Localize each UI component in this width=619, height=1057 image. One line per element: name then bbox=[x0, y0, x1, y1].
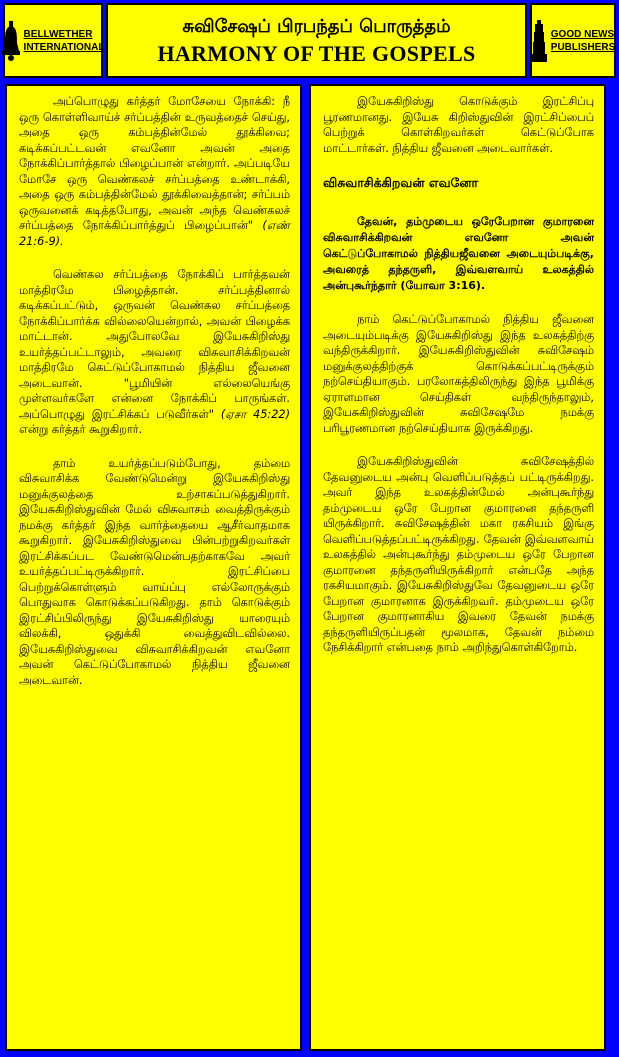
logo-right bbox=[530, 3, 616, 78]
logo-right-line1: GOOD NEWS bbox=[550, 28, 615, 40]
left-paragraph-2 bbox=[19, 267, 290, 438]
logo-left bbox=[3, 3, 103, 78]
title-tamil: சுவிசேஷப் பிரபந்தப் பொருத்தம் bbox=[182, 15, 451, 37]
right-paragraph-1: இயேசுகிறிஸ்து கொடுக்கும் இரட்சிப்பு பூரணமானது. இயேசு கிறிஸ்துவின் இரட்சிப்பைப் பெற்றுக் கொள்கிறவர்கள் கெட்டுப்போக மாட்டார்கள். நித்திய ஜீவனை அடைவார்கள். bbox=[323, 95, 594, 155]
verse-text: தேவன், தம்முடைய ஒரேபேறான குமாரனை விசுவாசிக்கிறவன் எவனோ அவன் கெட்டுப்போகாமல் நித்தியஜீவனை அடையும்படிக்கு, அவரைத் தந்தருளி, இவ்வளவாய் உலகத்தில் அன்புகூர்ந்தார் bbox=[323, 215, 594, 292]
left-p2-tail: என்று கர்த்தர் கூறுகிறார். bbox=[19, 423, 143, 436]
verse-reference: (யோவா 3:16). bbox=[400, 279, 486, 292]
logo-left-line1: BELLWETHER bbox=[23, 28, 93, 40]
right-column bbox=[309, 84, 606, 1051]
title-box bbox=[106, 3, 527, 78]
header bbox=[3, 3, 616, 78]
logo-left-text bbox=[24, 28, 105, 54]
right-paragraph-3: இயேசுகிறிஸ்துவின் சுவிசேஷத்தில் தேவனுடைய அன்பு வெளிப்படுத்தப் பட்டிருக்கிறது. அவர் இந்த உலகத்தின்மேல் அன்புகூர்ந்து தம்முடைய ஒரே பேறான குமாரனை தந்தருளி யிருக்கிறார். சுவிசேஷத்தின் மகா ரகசியம் இங்கு வெளிப்படுத்தப்பட்டிருக்கிறது. தேவன் இவ்வளவாய் உலகத்தில் அன்புகூர்ந்து தம்முடைய ஒரே பேறான குமாரனை தந்தருளியிருக்கிறார் என்பதே அந்த ரகசியமாகும். இயேசுகிறிஸ்துவே தேவனுடைய ஒரே பேறான குமாரனாக இருக்கிறவர். தம்முடைய ஒரே பேறான குமாரனாகிய இவரை தேவன் நமக்கு தந்தருளியிருப்பதன் மூலமாக, தேவன் நம்மை நேசிக்கிறார் என்பதை நாம் அறிந்துகொள்கிறோம். bbox=[323, 455, 594, 654]
left-p2-text: வெண்கல சர்ப்பத்தை நோக்கிப் பார்த்தவன் மாத்திரமே பிழைத்தான். சர்ப்பத்தினால் கடிக்கப்பட்டும், ஒருவன் வெண்கல சர்ப்பத்தை நோக்கிப்பார்க்க வில்லையென்றால், அவன் பிழைக்க மாட்டான். அதுபோலவே இயேசுகிறிஸ்து உயர்த்தப்பட்டாலும், அவரை விசுவாசிக்கிறவன் மாத்திரமே கெட்டுப்போகாமல் நித்திய ஜீவனை அடைவான். "பூமியின் எல்லையெங்கு முள்ளவர்களே என்னை நோக்கிப் பாருங்கள். அப்பொழுது இரட்சிக்கப் படுவீர்கள்" bbox=[19, 268, 290, 421]
logo-right-text bbox=[551, 28, 615, 54]
bell-icon bbox=[2, 21, 20, 61]
left-paragraph-1 bbox=[19, 94, 290, 249]
left-column bbox=[5, 84, 302, 1051]
section-heading: விசுவாசிக்கிறவன் எவனோ bbox=[323, 175, 479, 190]
title-english: HARMONY OF THE GOSPELS bbox=[157, 40, 476, 66]
logo-left-line2: INTERNATIONAL bbox=[23, 41, 105, 53]
tower-icon bbox=[531, 20, 547, 62]
left-p2-reference: (ஏசா 45:22) bbox=[220, 407, 290, 421]
right-paragraph-2: நாம் கெட்டுப்போகாமல் நித்திய ஜீவனை அடையும்படிக்கு இயேசுகிறிஸ்து இந்த உலகத்திற்கு வந்திருக்கிறார். இயேசுகிறிஸ்துவின் சுவிசேஷம் மனுக்குலத்திற்குக் கொடுக்கப்பட்டிருக்கும் நற்செய்தியாகும். பரலோகத்திலிருந்து இந்த பூமிக்கு ஏராளமான செய்திகள் வந்திருந்தாலும், இயேசுகிறிஸ்துவின் சுவிசேஷமே நமக்கு பரிபூரணமான நற்செய்தியாக இருக்கிறது. bbox=[323, 313, 594, 435]
left-p1-text: அப்பொழுது கர்த்தர் மோசேயை நோக்கி: நீ ஒரு கொள்ளிவாய்ச் சர்ப்பத்தின் உருவத்தைச் செய்து, அதை ஒரு கம்பத்தின்மேல் தூக்கிவை; கடிக்கப்பட்டவன் எவனோ அவன் அதை நோக்கிப்பார்த்தால் பிழைப்பான் என்றார். அப்படியே மோசே ஒரு வெண்கலச் சர்ப்பத்தை உண்டாக்கி, அதை ஒரு கம்பத்தின்மேல் தூக்கிவைத்தான்; சர்ப்பம் ஒருவனைக் கடித்தபோது, அவன் அந்த வெண்கலச் சர்ப்பத்தை நோக்கிப்பார்த்துப் பிழைப்பான்" bbox=[19, 95, 290, 232]
logo-right-line2: PUBLISHERS bbox=[550, 41, 616, 53]
left-paragraph-3: தாம் உயர்த்தப்படும்போது, தம்மை விசுவாசிக்க வேண்டுமென்று இயேசுகிறிஸ்து மனுக்குலத்தை உற்சாகப்படுத்துகிறார். இயேசுகிறிஸ்துவின் மேல் விசுவாசம் வைத்திருக்கும் நமக்கு கர்த்தர் இந்த வார்த்தையை ஆசீர்வாதமாக கூறுகிறார். இயேசுகிறிஸ்துவை பின்பற்றுகிறவர்கள் இரட்சிக்கப்பட வேண்டுமென்பதற்காகவே அவர் உயர்த்தப்பட்டிருக்கிறார். இரட்சிப்பை பெற்றுக்கொள்ளும் வாய்ப்பு எல்லோருக்கும் பொதுவாக கொடுக்கப்படுகிறது. தாம் கொடுக்கும் இரட்சிப்பிலிருந்து இயேசுகிறிஸ்து யாரையும் விலக்கி, ஒதுக்கி வைத்துவிடவில்லை. இயேசுகிறிஸ்துவை விசுவாசிக்கிறவன் எவனோ அவன் கெட்டுப்போகாமல் நித்திய ஜீவனை அடைவான். bbox=[19, 456, 290, 687]
bible-verse bbox=[323, 214, 594, 294]
left-p1-reference: (எண் 21:6-9). bbox=[19, 219, 291, 248]
